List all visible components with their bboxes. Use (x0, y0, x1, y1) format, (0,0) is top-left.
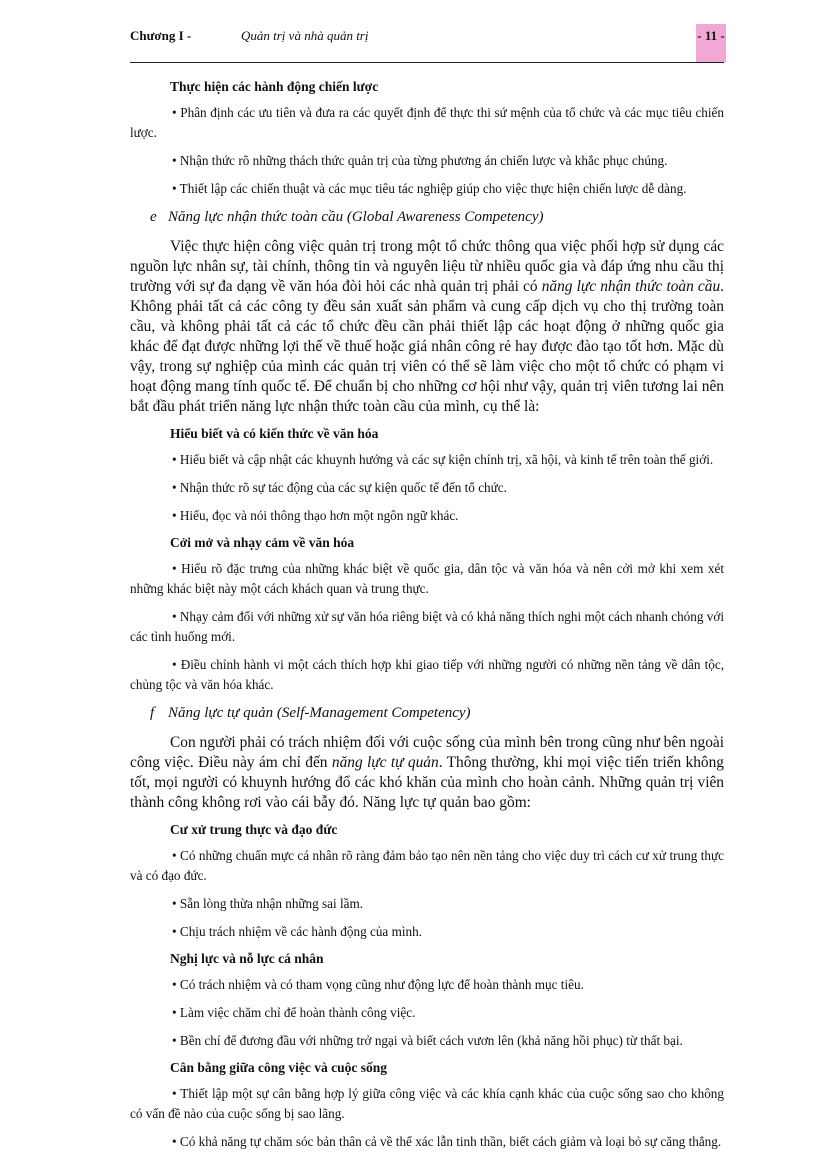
subheading: Cân bằng giữa công việc và cuộc sống (170, 1060, 387, 1075)
bullet-item: • Hiểu biết và cập nhật các khuynh hướng và các sự kiện chính trị, xã hội, và kinh tế trên toàn thế giới. (172, 452, 714, 467)
subheading: Nghị lực và nỗ lực cá nhân (170, 951, 324, 966)
section-letter: f (150, 705, 155, 721)
bullet-item: • Nhận thức rõ sự tác động của các sự kiện quốc tế đến tổ chức. (172, 480, 507, 495)
section-title: Năng lực nhận thức toàn cầu (Global Awareness Competency) (168, 209, 544, 225)
bullet-item: • Thiết lập các chiến thuật và các mục tiêu tác nghiệp giúp cho việc thực hiện chiến lược dễ dàng. (172, 181, 687, 196)
bullet-item: • Hiểu, đọc và nói thông thạo hơn một ngôn ngữ khác. (172, 508, 459, 523)
bullet-item: • Có trách nhiệm và có tham vọng cũng như động lực để hoàn thành mục tiêu. (172, 977, 584, 992)
chapter-title: Quản trị và nhà quản trị (241, 28, 369, 43)
bullet-item: • Làm việc chăm chỉ để hoàn thành công việc. (172, 1005, 416, 1020)
paragraph-text: Việc thực hiện công việc quản trị trong một tổ chức thông qua việc phối hợp sử dụng các nguồn lực nhân sự, tài chính, thông tin và nguyên liệu từ nhiều quốc gia và đáp ứng nhu cầu thị trường với sự đa dạng về văn hóa đòi hỏi các nhà quản trị phải có (130, 238, 724, 295)
bullet-item: • Bền chí để đương đầu với những trở ngại và biết cách vươn lên (khả năng hồi phục) từ thất bại. (172, 1033, 683, 1048)
paragraph-text: Con người phải có trách nhiệm đối với cuộc sống của mình bên trong cũng như bên ngoài công việc. Điều này ám chỉ đến (130, 734, 724, 771)
bullet-item: • Có những chuẩn mực cá nhân rõ ràng đảm bảo tạo nên nền tảng cho việc duy trì cách cư xử trung thực và có đạo đức. (130, 848, 724, 883)
bullet-item: • Nhạy cảm đối với những xử sự văn hóa riêng biệt và có khả năng thích nghi một cách nhanh chóng với các tình huống mới. (130, 609, 724, 644)
section-title: Năng lực tự quản (Self-Management Competency) (168, 705, 471, 721)
subheading: Cởi mở và nhạy cảm về văn hóa (170, 535, 355, 550)
bullet-item: • Hiểu rõ đặc trưng của những khác biệt về quốc gia, dân tộc và văn hóa và nên cởi mở khi xem xét những khác biệt này một cách khách quan và trung thực. (130, 561, 724, 596)
document-body (130, 78, 724, 1160)
section-heading-e (130, 207, 724, 227)
page-header (130, 24, 724, 63)
body-paragraph (130, 237, 724, 417)
subheading: Thực hiện các hành động chiến lược (170, 79, 379, 94)
emphasis-term: năng lực nhận thức toàn cầu (541, 278, 721, 295)
bullet-item: • Nhận thức rõ những thách thức quản trị của từng phương án chiến lược và khắc phục chúng. (172, 153, 668, 168)
subheading: Hiểu biết và có kiến thức về văn hóa (170, 426, 379, 441)
paragraph-text: . Không phải tất cả các công ty đều sản xuất sản phẩm và cung cấp dịch vụ cho thị trường toàn cầu, và không phải tất cả các tổ chức đều cần phải thiết lập các hoạt động ở những quốc gia khác để đạt được những lợi thế về thuế hoặc giá nhân công rẻ hay được đào tạo tốt hơn. Mặc dù vậy, trong sự nghiệp của mình các quản trị viên có thể sẽ làm việc cho một tổ chức có phạm vi hoạt động mang tính quốc tế. Để chuẩn bị cho những cơ hội như vậy, quản trị viên tương lai nên bắt đầu phát triển năng lực nhận thức toàn cầu của mình, cụ thể là: (130, 278, 724, 415)
bullet-item: • Phân định các ưu tiên và đưa ra các quyết định để thực thi sứ mệnh của tổ chức và các mục tiêu chiến lược. (130, 105, 724, 140)
chapter-label: Chương I - (130, 28, 192, 43)
bullet-item: • Có khả năng tự chăm sóc bản thân cả về thể xác lẫn tinh thần, biết cách giảm và loại bỏ sự căng thẳng. (172, 1134, 722, 1149)
emphasis-term: năng lực tự quản (331, 754, 439, 771)
paragraph-text: . Thông thường, khi mọi việc tiến triển không tốt, mọi người có khuynh hướng đổ các khó khăn của mình cho hoàn cảnh. Những quản trị viên thành công không rơi vào cái bẫy đó. Năng lực tự quản bao gồm: (130, 754, 724, 811)
section-heading-f (130, 703, 724, 723)
bullet-item: • Điều chỉnh hành vi một cách thích hợp khi giao tiếp với những người có những nền tảng về dân tộc, chủng tộc và văn hóa khác. (130, 657, 724, 692)
page-number-badge: - 11 - (696, 24, 726, 62)
section-letter: e (150, 209, 157, 225)
subheading: Cư xử trung thực và đạo đức (170, 822, 338, 837)
body-paragraph (130, 733, 724, 813)
bullet-item: • Chịu trách nhiệm về các hành động của mình. (172, 924, 422, 939)
bullet-item: • Thiết lập một sự cân bằng hợp lý giữa công việc và các khía cạnh khác của cuộc sống sao cho không có vấn đề nào của cuộc sống bị sao lãng. (130, 1086, 724, 1121)
bullet-item: • Sẵn lòng thừa nhận những sai lầm. (172, 896, 364, 911)
